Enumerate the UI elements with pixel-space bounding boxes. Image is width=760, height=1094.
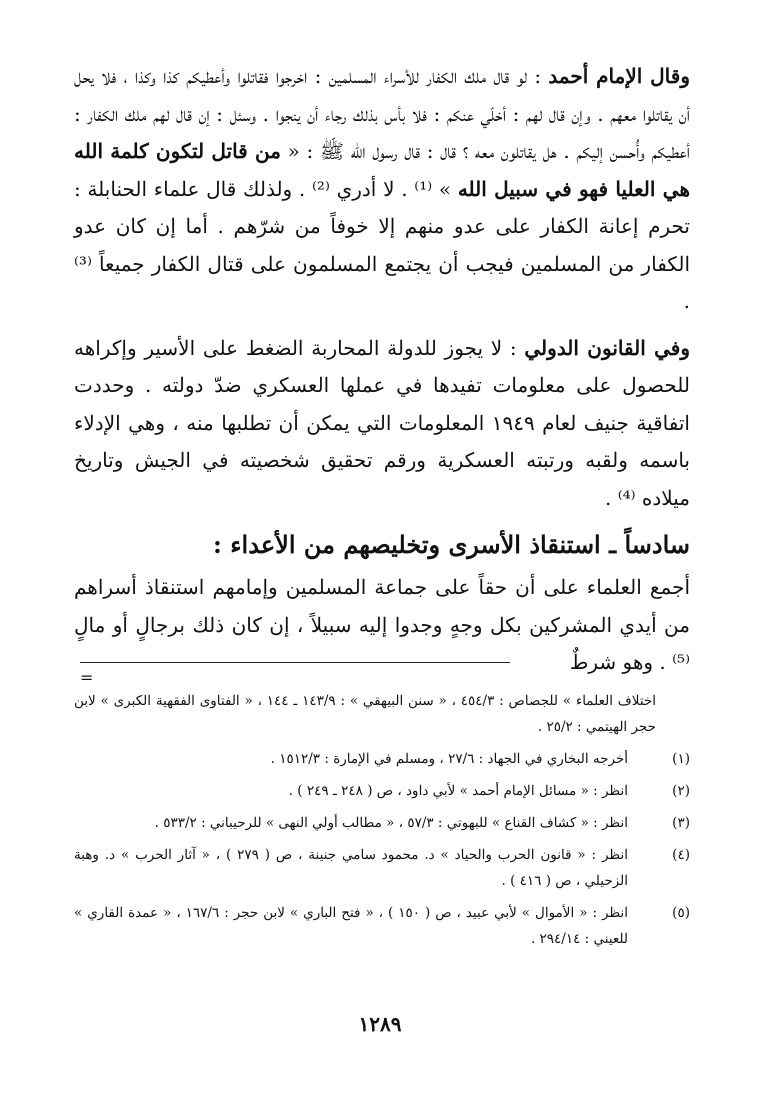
paragraph-text: : لو قال ملك الكفار للأسراء المسلمين : اخرجوا فقاتلوا وأعطيكم كذا وكذا ، فلا يحل أن يقاتلوا معهم . وإن قال لهم : أخلّي عنكم : فلا بأس بذلك رجاء أن ينجوا . وسئل : إن قال لهم ملك الكفار : أعطيكم وأُحسن إليكم . هل يقاتلون معه ؟ قال : قال رسول الله ﷺ : «: [74, 64, 690, 163]
footnotes: [74, 688, 690, 958]
page-number: ١٢٨٩: [358, 1012, 402, 1036]
paragraph-text: » ⁽¹⁾ . لا أدري ⁽²⁾ . ولذلك قال علماء الحنابلة : تحرم إعانة الكفار على عدو منهم إلا خوفاً من شرّهم . أما إن كان عدو الكفار من المسلمين فيجب أن يجتمع المسلمون على قتال الكفار جميعاً ⁽³⁾ .: [74, 176, 691, 313]
footnote-separator: [80, 662, 510, 663]
footnote-number: (٤): [672, 847, 690, 863]
footnote-number: (٣): [672, 815, 690, 831]
footnote-text: انظر : « مسائل الإمام أحمد » لأبي داود ، ص ( ٢٤٨ ـ ٢٤٩ ) .: [288, 783, 628, 799]
footnote: [74, 746, 690, 772]
footnote-number: (٢): [672, 783, 690, 799]
paragraph-text: : لا يجوز للدولة المحاربة الضغط على الأسير وإكراهه للحصول على معلومات تفيدها في عملها العسكري ضدّ دولته . وحددت اتفاقية جنيف لعام ١٩٤٩ المعلومات التي يمكن أن تطلبها منه ، وهي الإدلاء باسمه ولقبه ورتبته العسكرية ورقم تحقيق شخصيته في الجيش وتاريخ ميلاده ⁽⁴⁾ .: [74, 335, 690, 510]
footnote-text: انظر : « الأموال » لأبي عبيد ، ص ( ١٥٠ ) ، « فتح الباري » لابن حجر : ١٦٧/٦ ، « عمدة القاري » للعيني : ٢٩٤/١٤ .: [74, 905, 628, 947]
paragraph-international-law: [74, 330, 690, 518]
footnote-number: (١): [672, 751, 690, 767]
footnote-number: (٥): [672, 905, 690, 921]
section-heading: سادساً ـ استنقاذ الأسرى وتخليصهم من الأعداء :: [213, 530, 690, 559]
paragraph-lead: وقال الإمام أحمد: [548, 64, 690, 88]
paragraph-imam-ahmad: [74, 58, 690, 321]
footnote: [74, 842, 690, 894]
continuation-mark: =: [80, 668, 94, 687]
paragraph-rescue-captives: أجمع العلماء على أن حقاً على جماعة المسلمين وإمامهم استنقاذ أسراهم من أيدي المشركين بكل وجهٍ وجدوا إليه سبيلاً ، إن كان ذلك برجالٍ أو مالٍ ⁽⁵⁾ . وهو شرطٌ: [74, 575, 690, 674]
footnote-text: انظر : « كشاف القناع » للبهوتي : ٥٧/٣ ، « مطالب أولي النهى » للرحيباني : ٥٣٣/٢ .: [154, 815, 628, 831]
footnote-text: أخرجه البخاري في الجهاد : ٢٧/٦ ، ومسلم في الإمارة : ١٥١٢/٣ .: [270, 751, 628, 767]
footnote: [74, 778, 690, 804]
footnote-text: انظر : « قانون الحرب والحياد » د. محمود سامي جنينة ، ص ( ٢٧٩ ) ، « آثار الحرب » د. وهبة الزحيلي ، ص ( ٤١٦ ) .: [74, 847, 628, 889]
main-text: [74, 58, 690, 682]
footnote-carryover: اختلاف العلماء » للجصاص : ٤٥٤/٣ ، « سنن البيهقي » : ١٤٣/٩ ـ ١٤٤ ، « الفتاوى الفقهية الكبرى » لابن حجر الهيتمي : ٢٥/٢ .: [74, 693, 656, 735]
footnote: [74, 810, 690, 836]
footnote: [74, 900, 690, 952]
hadith-quote: من قاتل لتكون كلمة الله هي العليا فهو في سبيل الله: [74, 139, 690, 201]
paragraph-lead: وفي القانون الدولي: [524, 335, 690, 360]
